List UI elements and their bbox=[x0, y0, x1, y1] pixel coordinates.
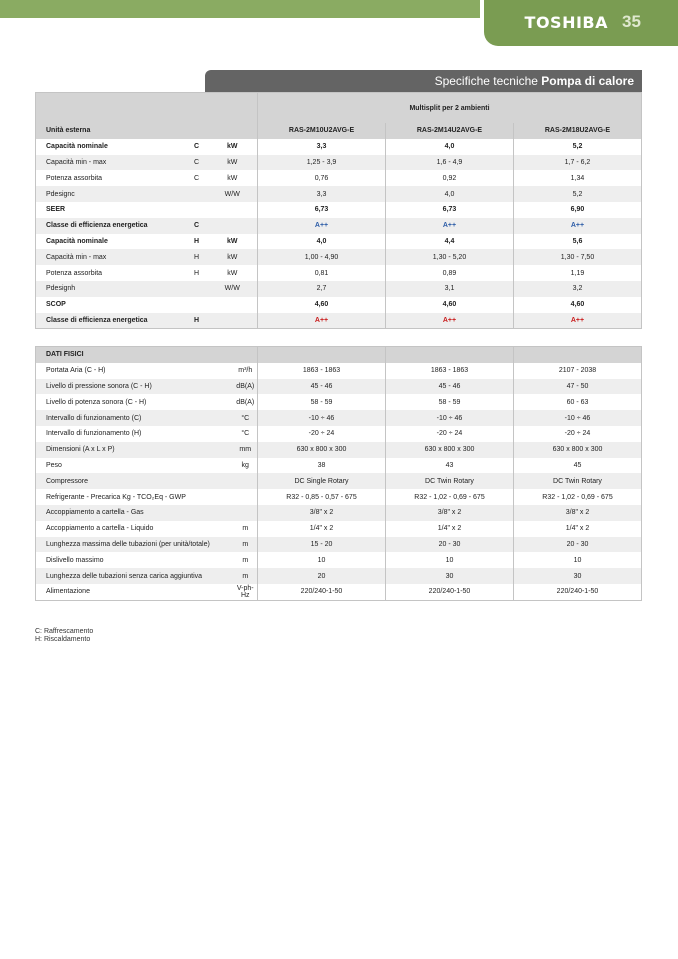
cell-value: 5,6 bbox=[513, 234, 641, 250]
unit-label: Unità esterna bbox=[36, 123, 258, 139]
brand-tab bbox=[484, 0, 678, 46]
spec-table-physical bbox=[35, 346, 642, 601]
row-label: Intervallo di funzionamento (C) bbox=[36, 410, 234, 426]
table-row bbox=[36, 584, 642, 600]
model-name: RAS-2M18U2AVG-E bbox=[513, 123, 641, 139]
model-name: RAS-2M14U2AVG-E bbox=[386, 123, 514, 139]
cell-value: DC Single Rotary bbox=[258, 473, 386, 489]
row-unit: kW bbox=[227, 174, 238, 182]
cell-value: 2107 - 2038 bbox=[514, 363, 642, 379]
footnote: C: Raffrescamento bbox=[35, 628, 94, 635]
row-label: Lunghezza delle tubazioni senza carica aggiuntiva bbox=[36, 568, 234, 584]
row-unit: W/W bbox=[208, 281, 258, 297]
cell-value: 45 - 46 bbox=[258, 379, 386, 395]
cell-value: 0,76 bbox=[258, 170, 386, 186]
row-label: Potenza assorbita bbox=[46, 174, 103, 182]
row-condition bbox=[186, 202, 208, 218]
row-unit bbox=[234, 473, 258, 489]
cell-value: A++ bbox=[258, 313, 386, 329]
section-title: Specifiche tecniche Pompa di calore bbox=[434, 74, 634, 88]
row-label: Refrigerante - Precarica Kg - TCO₂Eq - GWP bbox=[46, 493, 186, 501]
row-label: Classe di efficienza energetica bbox=[36, 313, 186, 329]
row-unit: m bbox=[242, 556, 249, 564]
cell-value: 1,25 - 3,9 bbox=[258, 155, 386, 171]
table-row bbox=[36, 521, 642, 537]
table-row bbox=[36, 155, 642, 171]
model-name: RAS-2M10U2AVG-E bbox=[258, 123, 386, 139]
cell-value: A++ bbox=[513, 313, 641, 329]
cell-value: 4,60 bbox=[386, 297, 514, 313]
row-unit bbox=[234, 489, 258, 505]
cell-value: R32 - 0,85 - 0,57 - 675 bbox=[258, 489, 386, 505]
cell-value: -20 ÷ 24 bbox=[258, 426, 386, 442]
row-unit: dB(A) bbox=[236, 398, 255, 406]
row-unit: W/W bbox=[208, 186, 258, 202]
cell-value: 3/8" x 2 bbox=[258, 505, 386, 521]
table-row bbox=[36, 363, 642, 379]
table-row bbox=[36, 410, 642, 426]
table-row bbox=[36, 249, 642, 265]
cell-value: 4,60 bbox=[258, 297, 386, 313]
row-label: Dimensioni (A x L x P) bbox=[36, 442, 234, 458]
cell-value: 5,2 bbox=[513, 186, 641, 202]
table-row bbox=[36, 379, 642, 395]
cell-value: 20 - 30 bbox=[386, 537, 514, 553]
row-unit bbox=[208, 297, 258, 313]
cell-value: 220/240-1-50 bbox=[514, 584, 642, 600]
row-unit: kW bbox=[208, 249, 258, 265]
cell-value: A++ bbox=[258, 218, 386, 234]
row-label: Accoppiamento a cartella - Liquido bbox=[46, 525, 154, 533]
section-label: DATI FISICI bbox=[36, 347, 258, 363]
cell-value: 3,1 bbox=[386, 281, 514, 297]
table-row bbox=[36, 218, 642, 234]
cell-value: 45 - 46 bbox=[386, 379, 514, 395]
cell-value: -10 ÷ 46 bbox=[258, 410, 386, 426]
cell-value: 10 bbox=[514, 552, 642, 568]
row-label: Accoppiamento a cartella - Gas bbox=[36, 505, 234, 521]
table-row bbox=[36, 186, 642, 202]
row-unit: kW bbox=[227, 143, 238, 151]
row-unit: kW bbox=[208, 155, 258, 171]
row-unit: kg bbox=[241, 461, 249, 469]
table-row bbox=[36, 568, 642, 584]
section-title-bar bbox=[205, 70, 642, 92]
row-label: Peso bbox=[46, 461, 62, 469]
cell-value: 30 bbox=[386, 568, 514, 584]
row-unit bbox=[208, 202, 258, 218]
page-number: 35 bbox=[622, 12, 641, 31]
cell-value: -20 ÷ 24 bbox=[514, 426, 642, 442]
cell-value: 6,73 bbox=[258, 202, 386, 218]
row-condition: H bbox=[186, 313, 208, 329]
spec-table-main bbox=[35, 92, 642, 329]
row-condition: C bbox=[193, 174, 200, 182]
cell-value: 30 bbox=[514, 568, 642, 584]
cell-value: 3,2 bbox=[513, 281, 641, 297]
cell-value: 1,00 - 4,90 bbox=[258, 249, 386, 265]
row-label: Alimentazione bbox=[46, 588, 90, 596]
row-label: Pdesignh bbox=[36, 281, 186, 297]
row-condition bbox=[186, 281, 208, 297]
top-accent-band bbox=[0, 0, 480, 18]
table-row bbox=[36, 234, 642, 250]
row-condition: H bbox=[186, 249, 208, 265]
cell-value: 4,0 bbox=[386, 186, 514, 202]
row-unit: m bbox=[234, 568, 258, 584]
cell-value: 43 bbox=[386, 458, 514, 474]
group-header-row bbox=[36, 93, 642, 124]
cell-value: 1,30 - 5,20 bbox=[386, 249, 514, 265]
row-label: Livello di potenza sonora (C - H) bbox=[46, 398, 147, 406]
row-condition: H bbox=[193, 269, 200, 277]
table-row bbox=[36, 537, 642, 553]
row-label: SEER bbox=[46, 206, 66, 214]
row-condition: C bbox=[186, 155, 208, 171]
row-condition bbox=[186, 186, 208, 202]
cell-value: 58 - 59 bbox=[386, 394, 514, 410]
table-row bbox=[36, 202, 642, 218]
cell-value: DC Twin Rotary bbox=[386, 473, 514, 489]
table-row bbox=[36, 394, 642, 410]
table-row bbox=[36, 297, 642, 313]
row-label: Potenza assorbita bbox=[46, 269, 103, 277]
row-unit: kW bbox=[227, 269, 238, 277]
row-unit bbox=[234, 505, 258, 521]
cell-value: 1/4" x 2 bbox=[386, 521, 514, 537]
cell-value: 0,81 bbox=[258, 265, 386, 281]
cell-value: -10 ÷ 46 bbox=[514, 410, 642, 426]
group-header: Multisplit per 2 ambienti bbox=[258, 93, 642, 124]
cell-value: A++ bbox=[386, 218, 514, 234]
cell-value: R32 - 1,02 - 0,69 - 675 bbox=[514, 489, 642, 505]
row-unit bbox=[208, 313, 258, 329]
row-unit: °C bbox=[234, 410, 258, 426]
table-row bbox=[36, 458, 642, 474]
row-label: Capacità min - max bbox=[36, 155, 186, 171]
cell-value: 4,0 bbox=[258, 234, 386, 250]
row-unit: m bbox=[242, 525, 249, 533]
cell-value: 1,19 bbox=[513, 265, 641, 281]
cell-value: 3,3 bbox=[258, 139, 386, 155]
row-label: Compressore bbox=[36, 473, 234, 489]
cell-value: 4,0 bbox=[386, 139, 514, 155]
table-row bbox=[36, 473, 642, 489]
cell-value: 3,3 bbox=[258, 186, 386, 202]
table-row bbox=[36, 313, 642, 329]
row-label: Capacità nominale bbox=[46, 143, 108, 151]
table-row bbox=[36, 281, 642, 297]
cell-value: 1,7 - 6,2 bbox=[513, 155, 641, 171]
cell-value: 47 - 50 bbox=[514, 379, 642, 395]
cell-value: R32 - 1,02 - 0,69 - 675 bbox=[386, 489, 514, 505]
cell-value: 5,2 bbox=[513, 139, 641, 155]
row-unit: °C bbox=[241, 430, 250, 438]
cell-value: 6,90 bbox=[513, 202, 641, 218]
cell-value: 6,73 bbox=[386, 202, 514, 218]
section-header-row bbox=[36, 347, 642, 363]
row-label: SCOP bbox=[46, 301, 66, 309]
row-label: Dislivello massimo bbox=[46, 556, 104, 564]
row-unit bbox=[208, 218, 258, 234]
cell-value: 1/4" x 2 bbox=[258, 521, 386, 537]
cell-value: 1863 - 1863 bbox=[386, 363, 514, 379]
row-label: Classe di efficienza energetica bbox=[36, 218, 186, 234]
row-unit: mm bbox=[234, 442, 258, 458]
cell-value: A++ bbox=[386, 313, 514, 329]
cell-value: 45 bbox=[514, 458, 642, 474]
cell-value: 20 bbox=[258, 568, 386, 584]
cell-value: A++ bbox=[513, 218, 641, 234]
row-unit: kW bbox=[227, 237, 238, 245]
table-row bbox=[36, 139, 642, 155]
cell-value: DC Twin Rotary bbox=[514, 473, 642, 489]
table-row bbox=[36, 426, 642, 442]
cell-value: 220/240-1-50 bbox=[258, 584, 386, 600]
row-unit: m bbox=[234, 537, 258, 553]
cell-value: 4,4 bbox=[386, 234, 514, 250]
cell-value: 0,92 bbox=[386, 170, 514, 186]
brand-logo: TOSHIBA bbox=[524, 13, 608, 32]
row-label: Portata Aria (C - H) bbox=[46, 367, 106, 375]
cell-value: 1/4" x 2 bbox=[514, 521, 642, 537]
cell-value: 3/8" x 2 bbox=[386, 505, 514, 521]
cell-value: 630 x 800 x 300 bbox=[386, 442, 514, 458]
cell-value: 60 - 63 bbox=[514, 394, 642, 410]
cell-value: 1863 - 1863 bbox=[258, 363, 386, 379]
table-row bbox=[36, 552, 642, 568]
cell-value: 10 bbox=[386, 552, 514, 568]
row-unit: m³/h bbox=[238, 367, 253, 375]
table-row bbox=[36, 170, 642, 186]
row-label: Lunghezza massima delle tubazioni (per unità/totale) bbox=[36, 537, 234, 553]
cell-value: 630 x 800 x 300 bbox=[514, 442, 642, 458]
row-label: Capacità min - max bbox=[36, 249, 186, 265]
cell-value: -10 ÷ 46 bbox=[386, 410, 514, 426]
cell-value: 2,7 bbox=[258, 281, 386, 297]
cell-value: 3/8" x 2 bbox=[514, 505, 642, 521]
cell-value: 58 - 59 bbox=[258, 394, 386, 410]
row-unit: dB(A) bbox=[234, 379, 258, 395]
cell-value: 220/240-1-50 bbox=[386, 584, 514, 600]
table-row bbox=[36, 505, 642, 521]
model-header-row bbox=[36, 123, 642, 139]
cell-value: 1,6 - 4,9 bbox=[386, 155, 514, 171]
row-condition: C bbox=[186, 218, 208, 234]
row-condition bbox=[186, 297, 208, 313]
cell-value: 0,89 bbox=[386, 265, 514, 281]
table-row bbox=[36, 489, 642, 505]
row-label: Intervallo di funzionamento (H) bbox=[46, 430, 142, 438]
cell-value: 15 - 20 bbox=[258, 537, 386, 553]
cell-value: 1,30 - 7,50 bbox=[513, 249, 641, 265]
row-condition: C bbox=[193, 143, 200, 151]
cell-value: 10 bbox=[258, 552, 386, 568]
footnote: H: Riscaldamento bbox=[35, 636, 91, 643]
row-label: Capacità nominale bbox=[46, 237, 108, 245]
cell-value: 38 bbox=[258, 458, 386, 474]
row-label: Pdesignc bbox=[36, 186, 186, 202]
cell-value: 20 - 30 bbox=[514, 537, 642, 553]
row-condition: H bbox=[193, 237, 200, 245]
cell-value: 1,34 bbox=[513, 170, 641, 186]
cell-value: -20 ÷ 24 bbox=[386, 426, 514, 442]
table-row bbox=[36, 442, 642, 458]
cell-value: 4,60 bbox=[513, 297, 641, 313]
row-label: Livello di pressione sonora (C - H) bbox=[36, 379, 234, 395]
table-row bbox=[36, 265, 642, 281]
cell-value: 630 x 800 x 300 bbox=[258, 442, 386, 458]
row-unit: V-ph-Hz bbox=[236, 584, 254, 599]
